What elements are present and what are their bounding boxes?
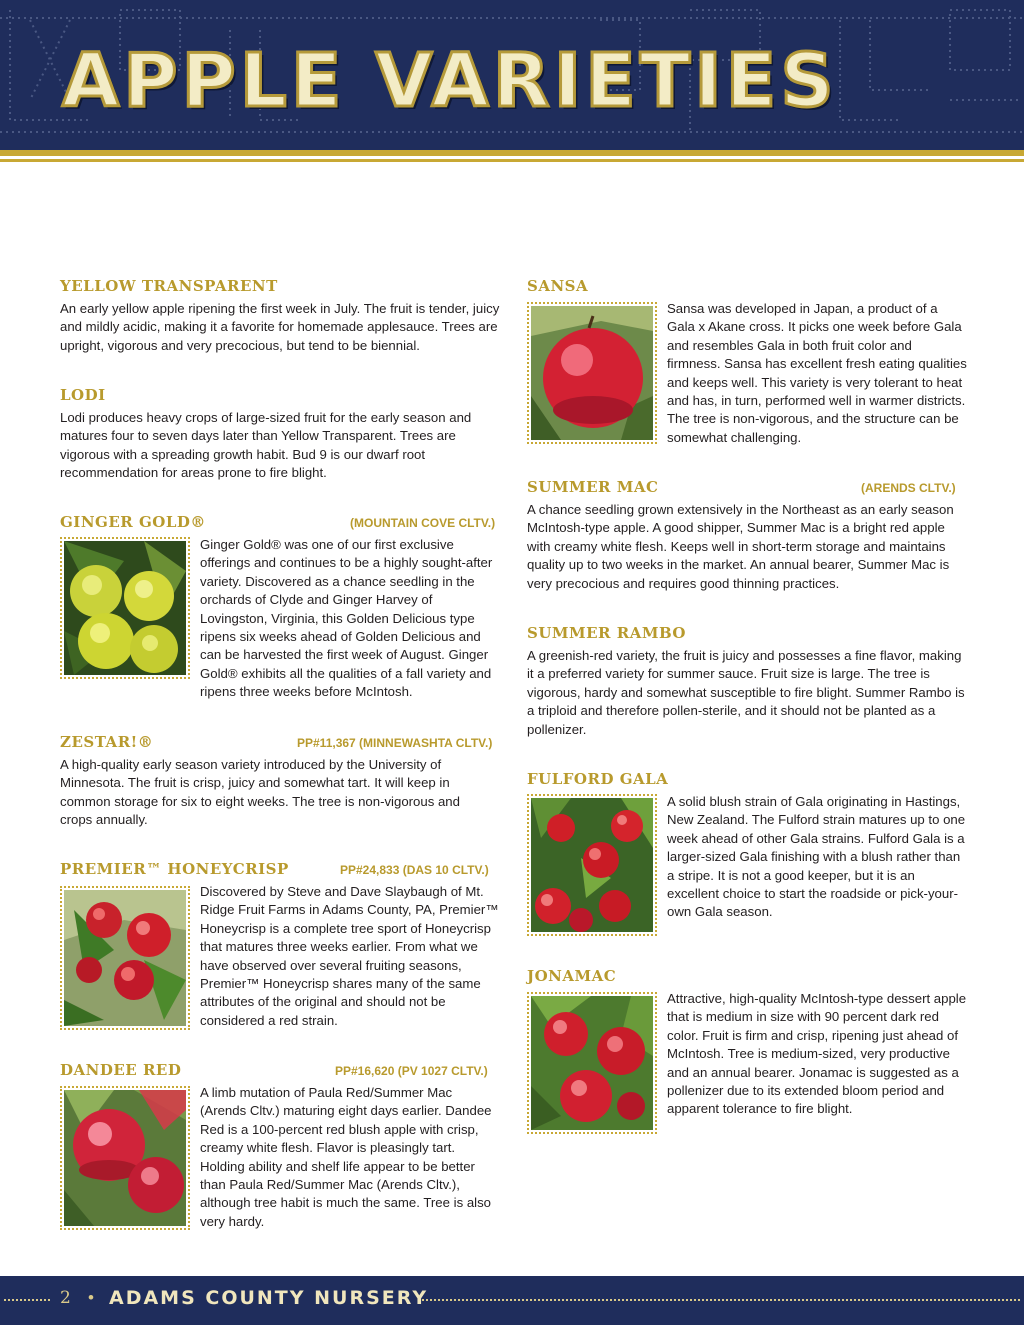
variety-description: An early yellow apple ripening the first week in July. The fruit is tender, juicy and mildly acidic, making it a favorite for homemade applesauce. Trees are upright, vigorous and very precocious, but tend to be biennial.: [60, 301, 500, 353]
variety-note: (MOUNTAIN COVE CLTV.): [350, 516, 496, 530]
variety-jonamac: [527, 967, 967, 1137]
variety-sansa: [527, 277, 967, 452]
variety-name: DANDEE RED: [60, 1061, 182, 1079]
variety-summer-mac: [527, 478, 967, 598]
gala-apples-photo: [527, 794, 657, 936]
footer-dotted-rule-right: [422, 1299, 1020, 1301]
red-apples-photo: [60, 1086, 190, 1230]
footer-dotted-rule-left: [4, 1299, 50, 1301]
variety-note: PP#11,367 (MINNEWASHTA CLTV.): [297, 736, 493, 750]
variety-lodi: [60, 386, 500, 486]
variety-name: LODI: [60, 386, 106, 404]
variety-name: GINGER GOLD®: [60, 513, 206, 531]
footer-separator: •: [88, 1288, 94, 1307]
variety-note: (ARENDS CLTV.): [861, 481, 956, 495]
yellow-apples-photo: [60, 537, 190, 679]
variety-description: A high-quality early season variety introduced by the University of Minnesota. The fruit is crisp, juicy and somewhat tart. It will keep in common storage for six to eight weeks. The tree is non-vigorous and crops annually.: [60, 757, 460, 828]
publisher-name: ADAMS COUNTY NURSERY: [109, 1287, 429, 1309]
page-number: 2: [60, 1288, 71, 1308]
variety-name: PREMIER™ HONEYCRISP: [60, 860, 289, 878]
variety-ginger-gold: [60, 513, 500, 708]
red-apples-on-branch-photo: [60, 886, 190, 1030]
variety-name: JONAMAC: [527, 967, 617, 985]
variety-name: SUMMER RAMBO: [527, 624, 686, 642]
variety-description: Discovered by Steve and Dave Slaybaugh of Mt. Ridge Fruit Farms in Adams County, PA, Premier™ Honeycrisp is a complete tree sport of Honeycrisp that matures three weeks earlier. From what we have observed over several fruiting seasons, Premier™ Honeycrisp shares many of the same attributes of the original and should not be considered a red strain.: [200, 884, 499, 1028]
variety-description: A greenish-red variety, the fruit is juicy and possesses a fine flavor, making it a preferred variety for summer sauce. Fruit size is large. The tree is vigorous, hardy and somewhat susceptible to fire blight. Summer Rambo is a triploid and therefore pollen-sterile, and it should not be planted as a pollenizer.: [527, 648, 965, 737]
variety-name: YELLOW TRANSPARENT: [60, 277, 278, 295]
variety-name: SANSA: [527, 277, 589, 295]
variety-summer-rambo: [527, 624, 967, 744]
variety-name: FULFORD GALA: [527, 770, 669, 788]
page-footer: [0, 1276, 1024, 1325]
variety-description: Attractive, high-quality McIntosh-type dessert apple that is medium in size with 90 percent dark red color. Fruit is firm and crisp, ripening just ahead of McIntosh. Tree is medium-sized, very productive and an annual bearer. Jonamac is suggested as a pollenizer due to its extended bloom period and apparent tolerance to fire blight.: [667, 991, 967, 1117]
variety-note: PP#24,833 (DAS 10 CLTV.): [340, 863, 489, 877]
variety-fulford-gala: [527, 770, 967, 940]
variety-premier-honeycrisp: [60, 860, 500, 1035]
variety-description: Ginger Gold® was one of our first exclusive offerings and continues to be a highly sought-after variety. Discovered as a chance seedling in the orchards of Clyde and Ginger Harvey of Lovingston, Virginia, this Golden Delicious type ripens six weeks ahead of Golden Delicious and can be harvested the first week of August. Ginger Gold® exhibits all the qualities of a fall variety and ripens three weeks before McIntosh.: [200, 537, 493, 700]
variety-name: ZESTAR!®: [60, 733, 154, 751]
variety-yellow-transparent: [60, 277, 500, 357]
single-red-apple-photo: [527, 302, 657, 444]
page-title: APPLE VARIETIES: [62, 38, 838, 124]
jonamac-apples-photo: [527, 992, 657, 1134]
variety-description: A chance seedling grown extensively in the Northeast as an early season McIntosh-type apple. A good shipper, Summer Mac is a bright red apple with creamy white flesh. Keeps well in short-term storage and maintains quality up to two weeks in the market. An annual bearer, Summer Mac is very precocious and requires good thinning practices.: [527, 502, 954, 591]
variety-zestar: [60, 733, 500, 833]
variety-name: SUMMER MAC: [527, 478, 659, 496]
variety-description: A limb mutation of Paula Red/Summer Mac (Arends Cltv.) maturing eight days earlier. Dandee Red is a 100-percent red blush apple with crisp, creamy white flesh. Flavor is pleasingly tart. Holding ability and shelf life appear to be better than Paula Red/Summer Mac (Arends Cltv.), although tree habit is much the same. Tree is also very hardy.: [200, 1085, 492, 1229]
variety-description: Lodi produces heavy crops of large-sized fruit for the early season and matures four to seven days later than Yellow Transparent. Trees are vigorous with a spreading growth habit. Bud 9 is our dwarf root recommendation for areas prone to fire blight.: [60, 410, 472, 481]
variety-description: Sansa was developed in Japan, a product of a Gala x Akane cross. It picks one week before Gala and resembles Gala in both fruit color and firmness. Sansa has excellent fresh eating qualities and keeps well. This variety is very tolerant to heat and has, in turn, performed well in warmer districts. The tree is non-vigorous, and the structure can be somewhat challenging.: [667, 301, 967, 445]
variety-description: A solid blush strain of Gala originating in Hastings, New Zealand. The Fulford strain matures up to one week ahead of other Gala strains. Fulford Gala is a larger-sized Gala finishing with a blush rather than a stripe. It is not a good keeper, but it is an excellent choice to start the roadside or pick-your-own Gala season.: [667, 794, 966, 920]
page-header: [0, 0, 1024, 150]
header-gold-stripe: [0, 150, 1024, 156]
variety-dandee-red: [60, 1061, 500, 1236]
variety-note: PP#16,620 (PV 1027 CLTV.): [335, 1064, 488, 1078]
header-gold-stripe-thin: [0, 159, 1024, 162]
